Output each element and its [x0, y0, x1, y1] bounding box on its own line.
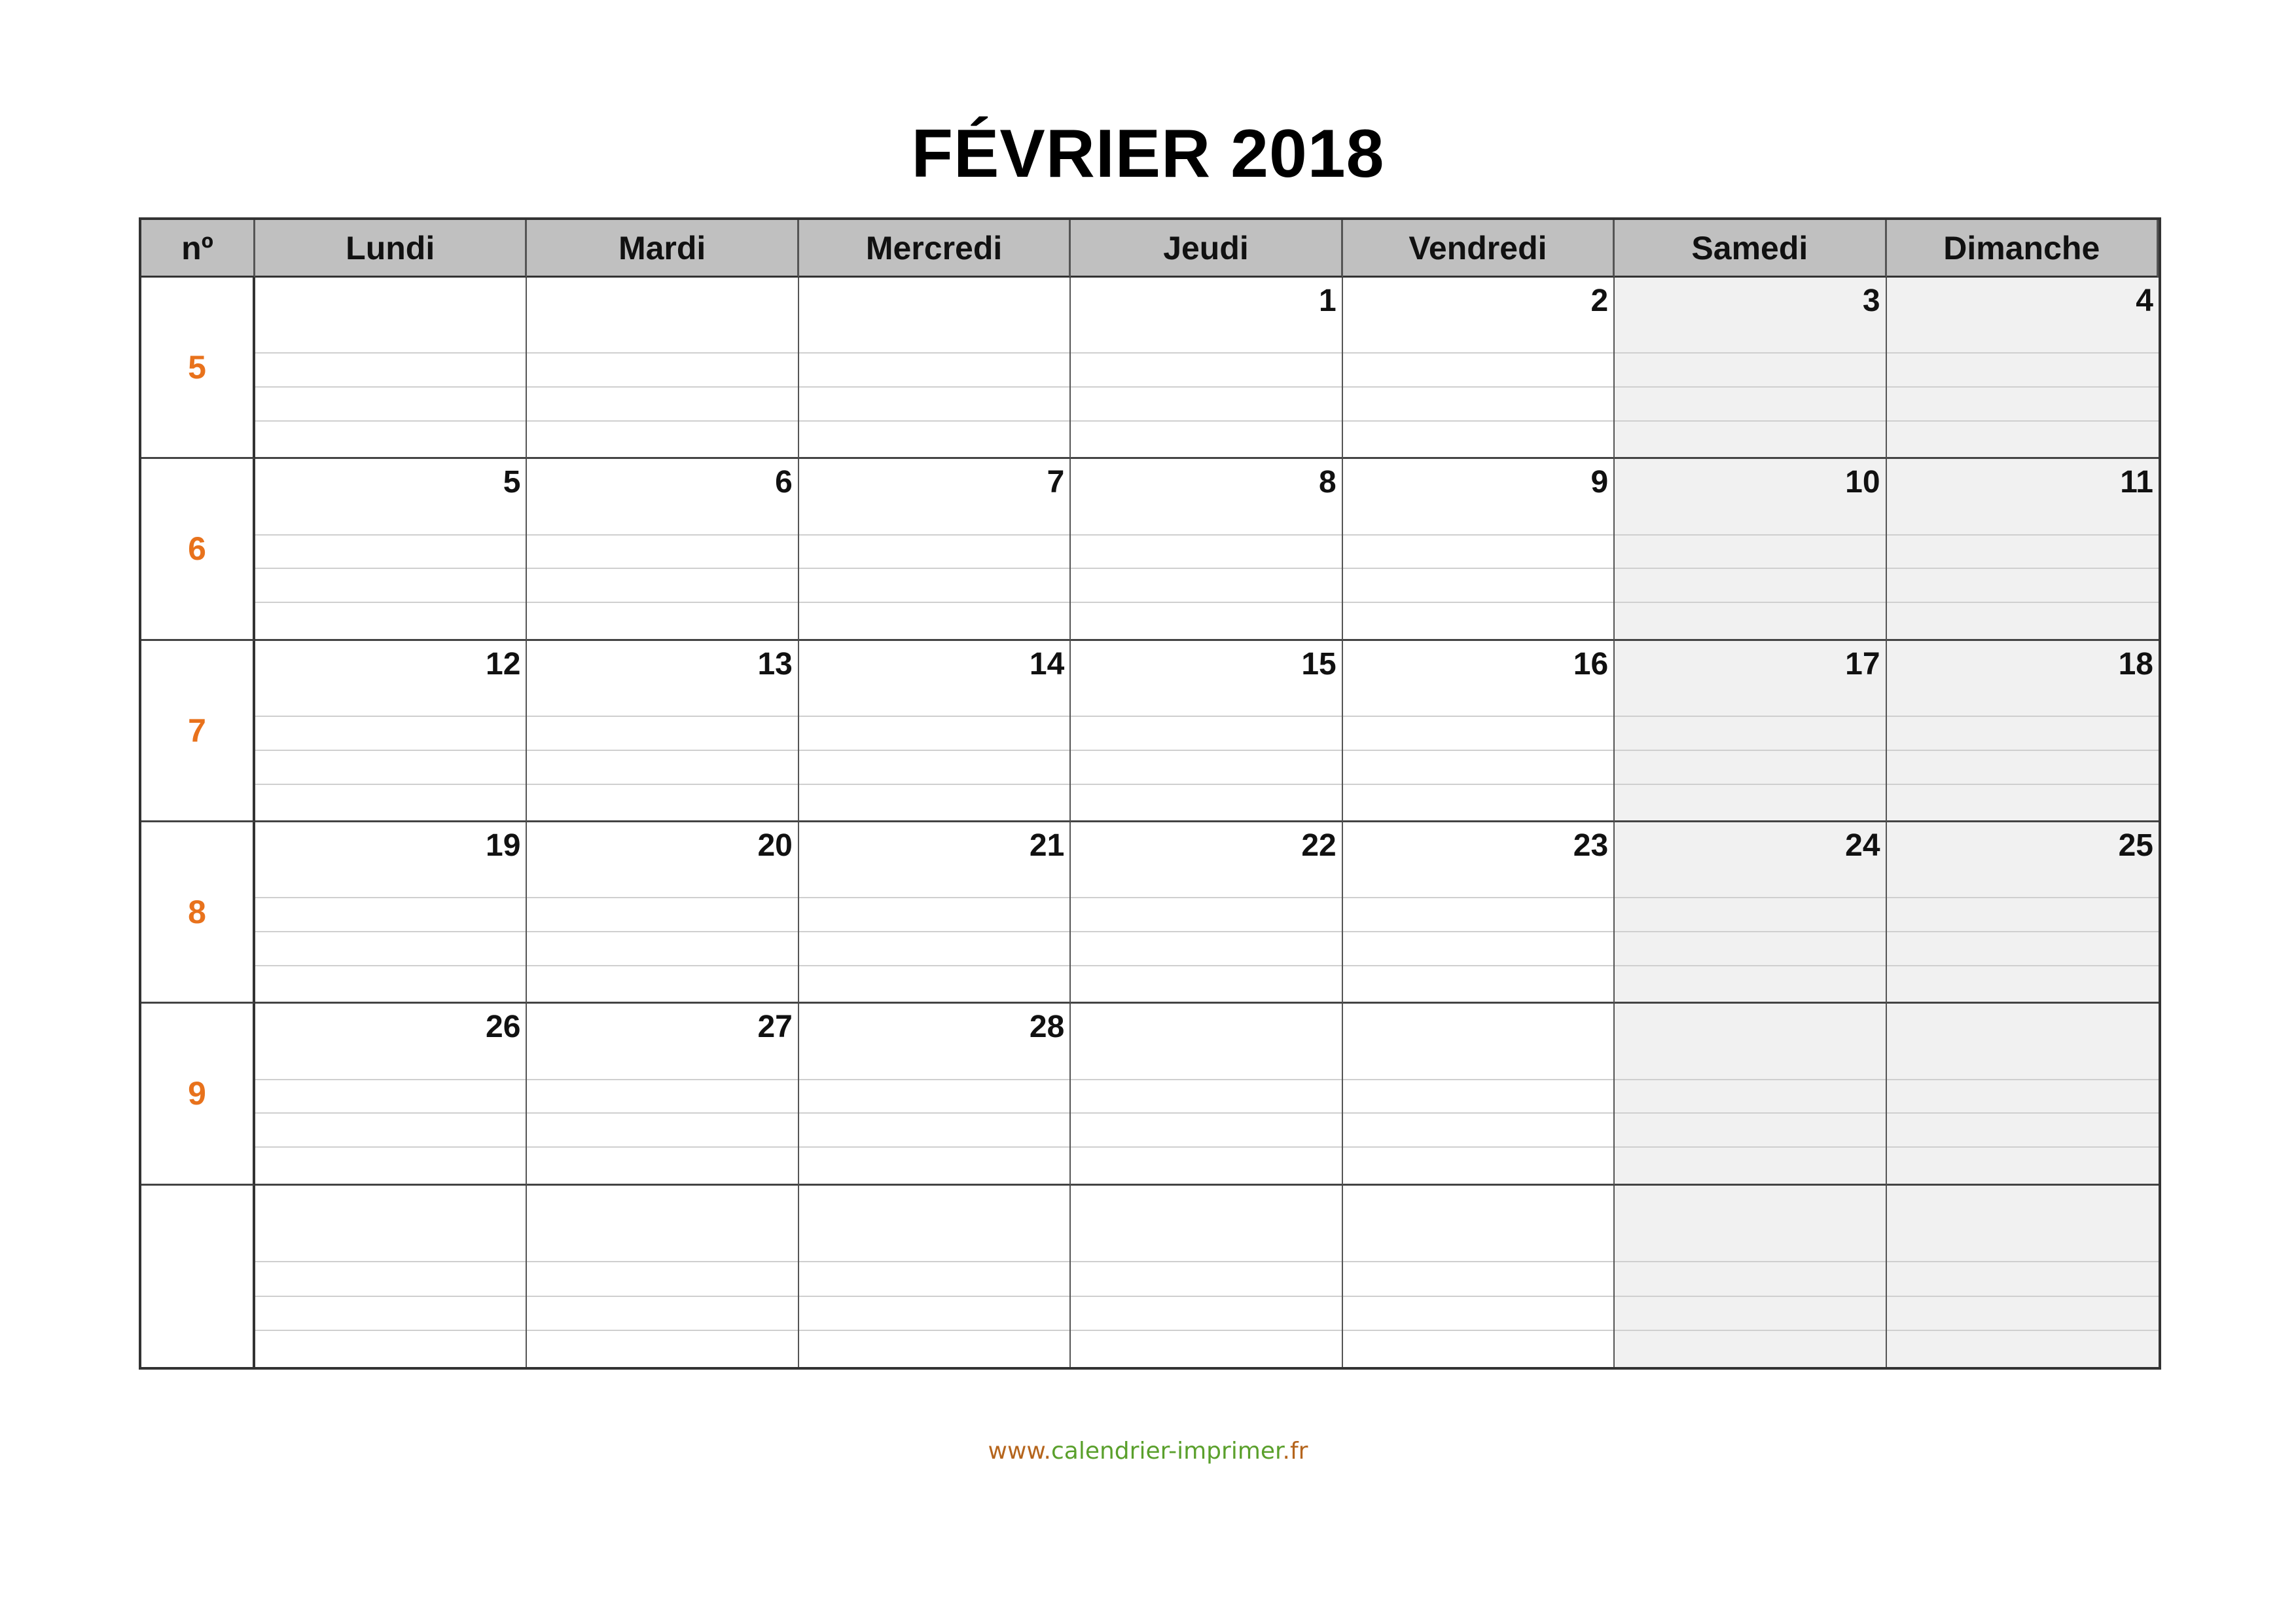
day-cell[interactable]	[527, 1004, 798, 1185]
day-number: 2	[1590, 283, 1609, 318]
day-cell[interactable]	[255, 822, 527, 1004]
day-cell[interactable]	[527, 278, 798, 459]
day-number: 18	[2118, 646, 2153, 682]
day-cell[interactable]	[1343, 641, 1615, 822]
day-header-mardi: Mardi	[527, 220, 798, 278]
day-number: 9	[1590, 465, 1609, 500]
day-header-samedi: Samedi	[1615, 220, 1886, 278]
calendar-title: FÉVRIER 2018	[911, 116, 1385, 192]
day-cell[interactable]	[1343, 1186, 1615, 1367]
footer-url-suffix: .fr	[1282, 1438, 1308, 1465]
day-cell[interactable]	[799, 1186, 1071, 1367]
day-header-lundi: Lundi	[255, 220, 527, 278]
day-cell[interactable]	[1071, 1004, 1342, 1185]
day-cell[interactable]	[1615, 641, 1886, 822]
day-cell[interactable]	[527, 1186, 798, 1367]
day-cell[interactable]	[1887, 1186, 2159, 1367]
day-cell[interactable]	[1343, 822, 1615, 1004]
day-number: 14	[1029, 646, 1065, 682]
day-number: 26	[486, 1010, 521, 1045]
week-number: 9	[141, 1004, 255, 1185]
day-cell[interactable]	[1071, 278, 1342, 459]
day-number: 20	[757, 828, 793, 863]
day-cell[interactable]	[527, 822, 798, 1004]
day-cell[interactable]	[799, 459, 1071, 640]
day-number: 3	[1862, 283, 1880, 318]
day-cell[interactable]	[255, 1186, 527, 1367]
day-cell[interactable]	[1887, 641, 2159, 822]
day-number: 11	[2120, 465, 2153, 500]
day-number: 8	[1319, 465, 1336, 500]
week-number: 6	[141, 459, 255, 640]
day-cell[interactable]	[1887, 822, 2159, 1004]
day-number: 7	[1047, 465, 1065, 500]
day-cell[interactable]	[1887, 1004, 2159, 1185]
day-cell[interactable]	[1343, 459, 1615, 640]
day-cell[interactable]	[1071, 822, 1342, 1004]
day-number: 19	[486, 828, 521, 863]
footer-url-domain: calendrier-imprimer	[1050, 1438, 1283, 1465]
day-cell[interactable]	[1615, 1004, 1886, 1185]
day-number: 22	[1301, 828, 1336, 863]
day-number: 17	[1845, 646, 1880, 682]
day-cell[interactable]	[1887, 459, 2159, 640]
footer-url-prefix: www.	[988, 1438, 1051, 1465]
day-number: 4	[2136, 283, 2153, 318]
day-header-dimanche: Dimanche	[1887, 220, 2159, 278]
day-cell[interactable]	[1071, 459, 1342, 640]
day-number: 25	[2118, 828, 2153, 863]
day-number: 1	[1319, 283, 1336, 318]
day-number: 24	[1845, 828, 1880, 863]
day-cell[interactable]	[799, 1004, 1071, 1185]
day-cell[interactable]	[1615, 459, 1886, 640]
day-number: 12	[486, 646, 521, 682]
week-number-header: nº	[141, 220, 255, 278]
day-number: 5	[503, 465, 521, 500]
day-cell[interactable]	[1071, 641, 1342, 822]
day-number: 10	[1845, 465, 1880, 500]
day-cell[interactable]	[1071, 1186, 1342, 1367]
day-header-vendredi: Vendredi	[1343, 220, 1615, 278]
day-cell[interactable]	[1343, 278, 1615, 459]
footer-url[interactable]	[0, 1438, 2296, 1465]
day-number: 6	[775, 465, 793, 500]
day-cell[interactable]	[527, 459, 798, 640]
day-cell[interactable]	[1615, 822, 1886, 1004]
day-cell[interactable]	[1615, 1186, 1886, 1367]
day-cell[interactable]	[255, 459, 527, 640]
day-cell[interactable]	[799, 822, 1071, 1004]
day-cell[interactable]	[255, 278, 527, 459]
day-cell[interactable]	[1343, 1004, 1615, 1185]
day-number: 13	[757, 646, 793, 682]
day-number: 16	[1573, 646, 1609, 682]
day-number: 23	[1573, 828, 1609, 863]
day-number: 15	[1301, 646, 1336, 682]
day-number: 21	[1029, 828, 1065, 863]
day-header-jeudi: Jeudi	[1071, 220, 1342, 278]
day-cell[interactable]	[527, 641, 798, 822]
week-number: 8	[141, 822, 255, 1004]
day-cell[interactable]	[1615, 278, 1886, 459]
day-cell[interactable]	[799, 641, 1071, 822]
week-number	[141, 1186, 255, 1367]
day-cell[interactable]	[255, 641, 527, 822]
day-cell[interactable]	[255, 1004, 527, 1185]
day-number: 27	[757, 1010, 793, 1045]
day-cell[interactable]	[799, 278, 1071, 459]
calendar-grid	[139, 217, 2161, 1370]
week-number: 7	[141, 641, 255, 822]
day-cell[interactable]	[1887, 278, 2159, 459]
week-number: 5	[141, 278, 255, 459]
day-number: 28	[1029, 1010, 1065, 1045]
day-header-mercredi: Mercredi	[799, 220, 1071, 278]
